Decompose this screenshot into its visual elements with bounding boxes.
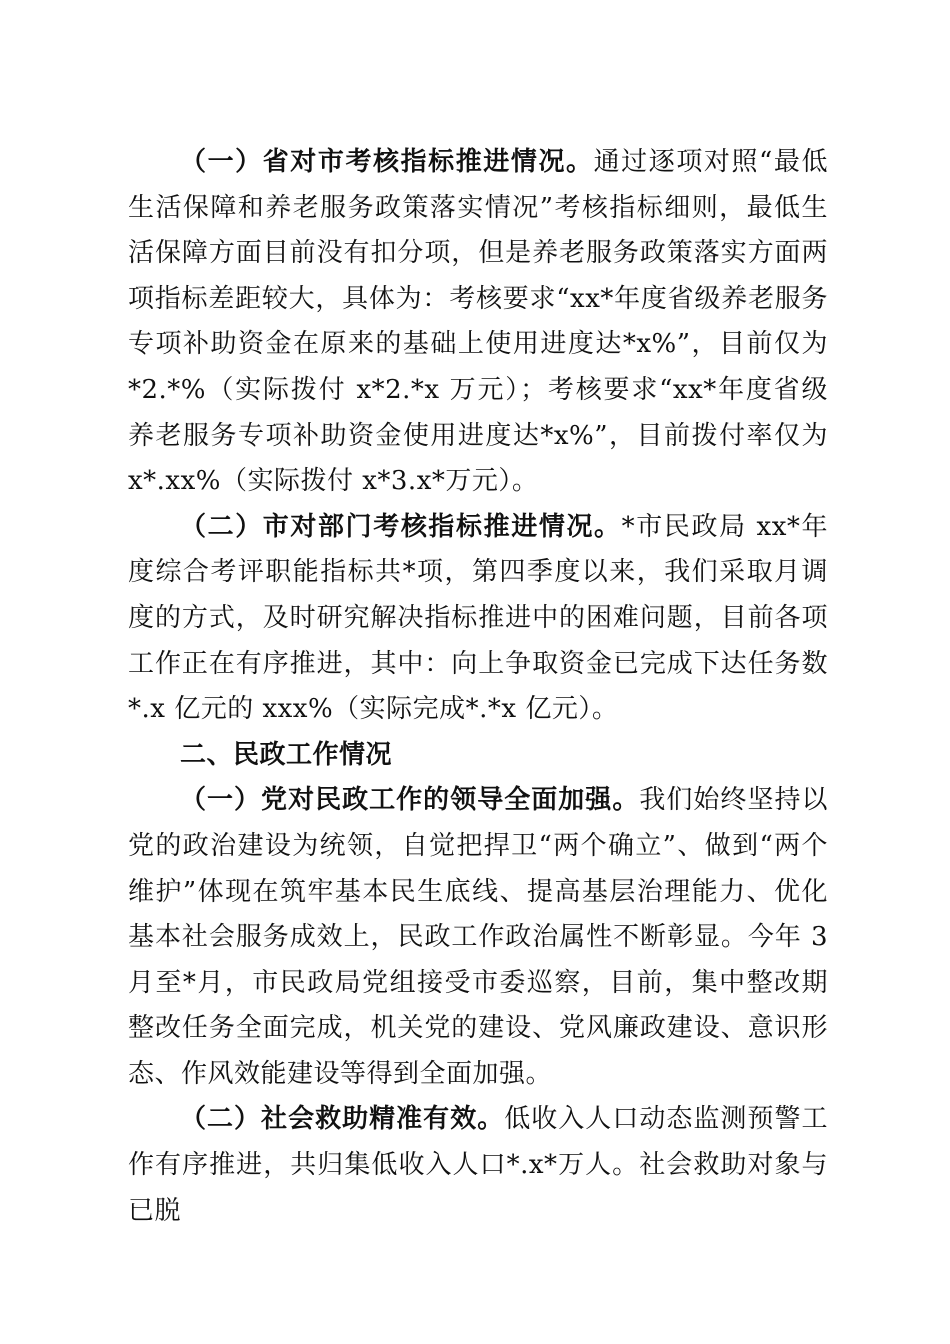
paragraph-body: 低收入人口动态监测预警工作有序推进，共归集低收入人口*.x*万人。社会救助对象与已脱 bbox=[128, 1104, 828, 1226]
paragraph-lead: （二）市对部门考核指标推进情况。 bbox=[180, 511, 622, 542]
paragraph-province-city-assessment bbox=[128, 140, 828, 505]
paragraph-city-department-assessment bbox=[128, 505, 828, 733]
document-page bbox=[128, 140, 828, 1234]
paragraph-body: *市民政局 xx*年度综合考评职能指标共*项，第四季度以来，我们采取月调度的方式，及时研究解决指标推进中的困难问题，目前各项工作正在有序推进，其中：向上争取资金已完成下达任务数*.x 亿元的 xxx%（实际完成*.*x 亿元）。 bbox=[128, 511, 828, 725]
paragraph-lead: （一）党对民政工作的领导全面加强。 bbox=[180, 785, 640, 816]
section-heading: 二、民政工作情况 bbox=[180, 739, 393, 770]
paragraph-body: 我们始终坚持以党的政治建设为统领，自觉把捍卫“两个确立”、做到“两个维护”体现在筑牢基本民生底线、提高基层治理能力、优化基本社会服务成效上，民政工作政治属性不断彰显。今年 3 月至*月，市民政局党组接受市委巡察，目前，集中整改期整改任务全面完成，机关党的建设、党风廉政建设、意识形态、作风效能建设等得到全面加强。 bbox=[128, 785, 828, 1089]
paragraph-social-assistance bbox=[128, 1097, 828, 1234]
paragraph-body: 通过逐项对照“最低生活保障和养老服务政策落实情况”考核指标细则，最低生活保障方面目前没有扣分项，但是养老服务政策落实方面两项指标差距较大，具体为：考核要求“xx*年度省级养老服务专项补助资金在原来的基础上使用进度达*x%”，目前仅为*2.*%（实际拨付 x*2.*x 万元）；考核要求“xx*年度省级养老服务专项补助资金使用进度达*x%”，目前拨付率仅为 x*.xx%（实际拨付 x*3.x*万元）。 bbox=[128, 147, 828, 497]
paragraph-party-leadership bbox=[128, 778, 828, 1097]
paragraph-lead: （一）省对市考核指标推进情况。 bbox=[180, 147, 594, 177]
paragraph-lead: （二）社会救助精准有效。 bbox=[180, 1104, 505, 1135]
